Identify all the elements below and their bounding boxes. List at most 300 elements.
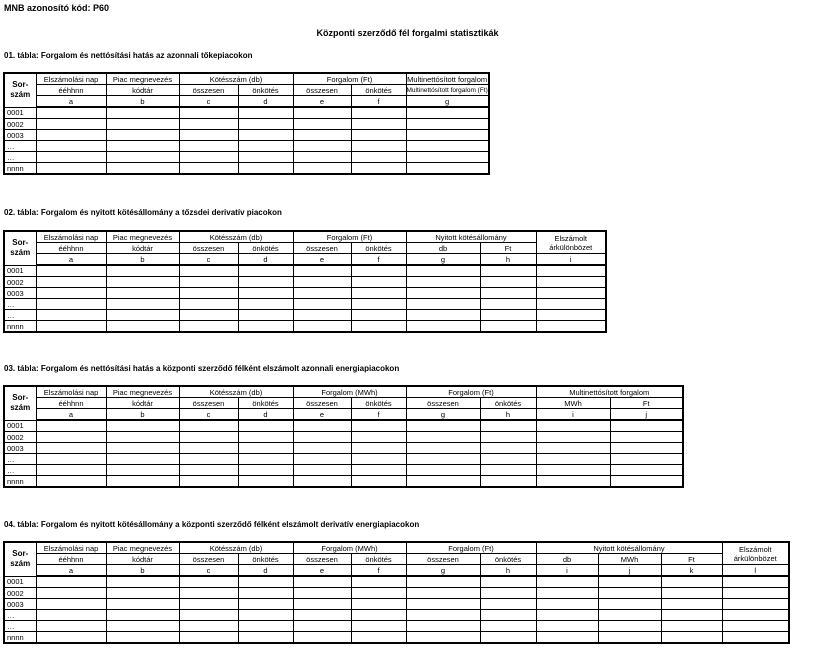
data-cell[interactable] [480,599,536,610]
data-cell[interactable] [480,310,536,321]
data-cell[interactable] [36,420,106,432]
row-label: 0001 [4,107,36,119]
settle-day-sub: ééhhnn [36,243,106,254]
data-cell[interactable] [179,265,238,277]
data-cell[interactable] [179,107,238,119]
data-cell[interactable] [36,299,106,310]
data-cell[interactable] [293,621,351,632]
data-cell[interactable] [36,119,106,130]
data-cell[interactable] [722,599,789,610]
row-label: 0002 [4,119,36,130]
deals-own: önkötés [238,398,293,409]
data-cell[interactable] [238,610,293,621]
row-label: nnnn [4,632,36,644]
turnover-ft-own: önkötés [480,554,536,565]
column-letter: a [36,565,106,577]
data-cell[interactable] [480,632,536,644]
data-cell[interactable] [293,310,351,321]
data-cell[interactable] [293,588,351,599]
table-row [4,621,789,632]
data-cell[interactable] [536,621,598,632]
data-cell[interactable] [36,610,106,621]
data-cell[interactable] [238,107,293,119]
table-row [4,476,683,488]
data-cell[interactable] [36,310,106,321]
data-cell[interactable] [36,476,106,488]
table-row [4,465,683,476]
row-label: 0002 [4,432,36,443]
data-cell[interactable] [179,163,238,175]
data-cell[interactable] [480,265,536,277]
data-cell[interactable] [179,152,238,163]
data-cell[interactable] [536,632,598,644]
data-cell[interactable] [351,130,406,141]
table-row [4,288,606,299]
data-cell[interactable] [406,599,480,610]
table-row [4,141,489,152]
data-cell[interactable] [406,632,480,644]
data-cell[interactable] [36,621,106,632]
data-cell[interactable] [179,576,238,588]
data-cell[interactable] [179,321,238,333]
column-letter: j [598,565,661,577]
deals-total: összesen [179,398,238,409]
data-cell[interactable] [106,277,179,288]
data-cell[interactable] [598,588,661,599]
data-cell[interactable] [480,432,536,443]
data-cell[interactable] [36,265,106,277]
data-cell[interactable] [238,443,293,454]
data-cell[interactable] [536,432,610,443]
data-cell[interactable] [36,321,106,333]
data-cell[interactable] [536,277,606,288]
data-cell[interactable] [106,621,179,632]
data-cell[interactable] [36,163,106,175]
data-cell[interactable] [480,420,536,432]
data-cell[interactable] [351,299,406,310]
open-pos-db: db [536,554,598,565]
data-cell[interactable] [351,465,406,476]
data-cell[interactable] [351,141,406,152]
deals-total: összesen [179,554,238,565]
data-cell[interactable] [36,432,106,443]
data-cell[interactable] [238,299,293,310]
turnover-mwh-own: önkötés [351,398,406,409]
data-cell[interactable] [106,454,179,465]
table-row [4,599,789,610]
table-row [4,321,606,333]
data-cell[interactable] [106,632,179,644]
data-cell[interactable] [480,299,536,310]
data-cell[interactable] [406,141,489,152]
settle-day-sub: ééhhnn [36,85,106,96]
data-cell[interactable] [480,476,536,488]
data-cell[interactable] [179,432,238,443]
data-cell[interactable] [293,476,351,488]
data-cell[interactable] [238,310,293,321]
table-row [4,119,489,130]
data-cell[interactable] [536,576,598,588]
data-cell[interactable] [179,454,238,465]
data-cell[interactable] [36,465,106,476]
data-cell[interactable] [351,621,406,632]
market-sub: kódtár [106,398,179,409]
data-cell[interactable] [179,465,238,476]
turnover-total: összesen [293,85,351,96]
data-cell[interactable] [106,420,179,432]
column-letter: j [610,409,683,421]
letter-row [4,96,489,108]
data-cell[interactable] [106,107,179,119]
row-label: … [4,621,36,632]
row-label: 0002 [4,277,36,288]
deals-own: önkötés [238,243,293,254]
column-letter: e [293,409,351,421]
data-cell[interactable] [106,130,179,141]
data-cell[interactable] [406,130,489,141]
data-cell[interactable] [536,588,598,599]
data-cell[interactable] [293,119,351,130]
settle-day-header: Elszámolási nap [36,386,106,398]
column-letter: c [179,565,238,577]
data-cell[interactable] [36,576,106,588]
data-cell[interactable] [36,454,106,465]
data-cell[interactable] [351,119,406,130]
data-cell[interactable] [480,465,536,476]
turnover-ft-own: önkötés [480,398,536,409]
data-cell[interactable] [238,476,293,488]
data-cell[interactable] [406,288,480,299]
data-cell[interactable] [661,588,722,599]
data-cell[interactable] [351,163,406,175]
data-cell[interactable] [536,599,598,610]
data-cell[interactable] [406,588,480,599]
data-cell[interactable] [238,576,293,588]
data-cell[interactable] [351,321,406,333]
data-cell[interactable] [406,265,480,277]
data-cell[interactable] [179,621,238,632]
data-cell[interactable] [179,443,238,454]
data-cell[interactable] [106,119,179,130]
data-cell[interactable] [106,599,179,610]
data-cell[interactable] [106,443,179,454]
data-cell[interactable] [293,599,351,610]
data-cell[interactable] [536,321,606,333]
data-cell[interactable] [293,454,351,465]
data-cell[interactable] [293,265,351,277]
data-cell[interactable] [36,130,106,141]
data-cell[interactable] [179,588,238,599]
data-cell[interactable] [722,610,789,621]
open-pos-ft: Ft [661,554,722,565]
data-cell[interactable] [351,454,406,465]
data-cell[interactable] [293,152,351,163]
data-cell[interactable] [661,632,722,644]
data-cell[interactable] [610,465,683,476]
data-cell[interactable] [238,321,293,333]
data-cell[interactable] [610,454,683,465]
turnover-mwh-header: Forgalom (MWh) [293,542,406,554]
data-cell[interactable] [293,299,351,310]
data-cell[interactable] [36,443,106,454]
table-row [4,310,606,321]
table-2 [3,230,607,333]
data-cell[interactable] [238,632,293,644]
data-cell[interactable] [406,107,489,119]
data-cell[interactable] [238,599,293,610]
data-cell[interactable] [106,476,179,488]
data-cell[interactable] [293,321,351,333]
data-cell[interactable] [536,465,610,476]
data-cell[interactable] [598,576,661,588]
data-cell[interactable] [293,443,351,454]
data-cell[interactable] [406,277,480,288]
data-cell[interactable] [36,107,106,119]
data-cell[interactable] [536,443,610,454]
row-label: … [4,299,36,310]
data-cell[interactable] [536,310,606,321]
data-cell[interactable] [293,277,351,288]
data-cell[interactable] [406,321,480,333]
data-cell[interactable] [536,610,598,621]
data-cell[interactable] [106,288,179,299]
data-cell[interactable] [106,310,179,321]
market-sub: kódtár [106,243,179,254]
data-cell[interactable] [480,621,536,632]
data-cell[interactable] [293,163,351,175]
data-cell[interactable] [293,130,351,141]
data-cell[interactable] [480,288,536,299]
settled-diff-header: Elszámolt árkülönbözet [722,542,789,565]
data-cell[interactable] [610,420,683,432]
data-cell[interactable] [610,432,683,443]
data-cell[interactable] [406,576,480,588]
data-cell[interactable] [480,576,536,588]
data-cell[interactable] [179,632,238,644]
turnover-mwh-total: összesen [293,554,351,565]
data-cell[interactable] [238,119,293,130]
column-letter: b [106,409,179,421]
data-cell[interactable] [106,432,179,443]
data-cell[interactable] [536,265,606,277]
data-cell[interactable] [722,588,789,599]
data-cell[interactable] [351,610,406,621]
data-cell[interactable] [406,310,480,321]
data-cell[interactable] [179,599,238,610]
data-cell[interactable] [661,576,722,588]
data-cell[interactable] [722,576,789,588]
deals-header: Kötésszám (db) [179,73,293,85]
market-header: Piac megnevezés [106,231,179,243]
data-cell[interactable] [106,465,179,476]
data-cell[interactable] [406,119,489,130]
data-cell[interactable] [293,420,351,432]
column-letter: d [238,565,293,577]
column-letter: g [406,565,480,577]
data-cell[interactable] [480,321,536,333]
data-cell[interactable] [36,277,106,288]
data-cell[interactable] [238,265,293,277]
data-cell[interactable] [406,610,480,621]
data-cell[interactable] [351,443,406,454]
data-cell[interactable] [661,621,722,632]
data-cell[interactable] [536,454,610,465]
data-cell[interactable] [179,476,238,488]
data-cell[interactable] [179,119,238,130]
open-pos-mwh: MWh [598,554,661,565]
data-cell[interactable] [293,107,351,119]
data-cell[interactable] [406,621,480,632]
data-cell[interactable] [480,588,536,599]
data-cell[interactable] [406,299,480,310]
data-cell[interactable] [406,476,480,488]
row-label: 0001 [4,265,36,277]
data-cell[interactable] [36,599,106,610]
data-cell[interactable] [406,465,480,476]
data-cell[interactable] [351,599,406,610]
data-cell[interactable] [406,163,489,175]
data-cell[interactable] [536,288,606,299]
data-cell[interactable] [179,130,238,141]
data-cell[interactable] [480,443,536,454]
data-cell[interactable] [598,632,661,644]
data-cell[interactable] [238,621,293,632]
data-cell[interactable] [536,420,610,432]
data-cell[interactable] [106,265,179,277]
data-cell[interactable] [179,277,238,288]
data-cell[interactable] [36,141,106,152]
data-cell[interactable] [406,420,480,432]
data-cell[interactable] [106,141,179,152]
row-label: … [4,454,36,465]
market-sub: kódtár [106,554,179,565]
data-cell[interactable] [480,277,536,288]
data-cell[interactable] [661,610,722,621]
data-cell[interactable] [238,432,293,443]
data-cell[interactable] [106,152,179,163]
data-cell[interactable] [106,321,179,333]
data-cell[interactable] [179,141,238,152]
data-cell[interactable] [106,299,179,310]
table-row [4,152,489,163]
data-cell[interactable] [351,310,406,321]
data-cell[interactable] [238,454,293,465]
data-cell[interactable] [351,288,406,299]
data-cell[interactable] [293,141,351,152]
data-cell[interactable] [610,476,683,488]
data-cell[interactable] [351,632,406,644]
settle-day-header: Elszámolási nap [36,73,106,85]
turnover-header: Forgalom (Ft) [293,231,406,243]
data-cell[interactable] [238,420,293,432]
data-cell[interactable] [293,432,351,443]
data-cell[interactable] [106,588,179,599]
data-cell[interactable] [351,432,406,443]
data-cell[interactable] [179,288,238,299]
column-letter: g [406,409,480,421]
data-cell[interactable] [351,107,406,119]
data-cell[interactable] [293,576,351,588]
data-cell[interactable] [36,632,106,644]
data-cell[interactable] [351,277,406,288]
data-cell[interactable] [179,310,238,321]
column-letter: b [106,565,179,577]
row-label: 0001 [4,576,36,588]
data-cell[interactable] [36,152,106,163]
row-label: 0002 [4,588,36,599]
data-cell[interactable] [238,152,293,163]
data-cell[interactable] [351,576,406,588]
data-cell[interactable] [351,588,406,599]
data-cell[interactable] [238,163,293,175]
turnover-mwh-total: összesen [293,398,351,409]
data-cell[interactable] [106,576,179,588]
letter-row [4,254,606,266]
data-cell[interactable] [293,632,351,644]
data-cell[interactable] [480,454,536,465]
data-cell[interactable] [406,454,480,465]
data-cell[interactable] [36,288,106,299]
data-cell[interactable] [106,163,179,175]
data-cell[interactable] [238,465,293,476]
open-pos-db: db [406,243,480,254]
table-row [4,277,606,288]
data-cell[interactable] [238,130,293,141]
row-label: … [4,310,36,321]
row-label: 0003 [4,288,36,299]
data-cell[interactable] [661,599,722,610]
data-cell[interactable] [598,621,661,632]
data-cell[interactable] [238,277,293,288]
column-letter: f [351,96,406,108]
data-cell[interactable] [293,288,351,299]
data-cell[interactable] [406,152,489,163]
data-cell[interactable] [598,599,661,610]
data-cell[interactable] [406,432,480,443]
row-label: nnnn [4,476,36,488]
data-cell[interactable] [536,299,606,310]
data-cell[interactable] [351,420,406,432]
data-cell[interactable] [480,610,536,621]
deals-header: Kötésszám (db) [179,231,293,243]
data-cell[interactable] [179,299,238,310]
data-cell[interactable] [722,621,789,632]
data-cell[interactable] [536,476,610,488]
data-cell[interactable] [179,420,238,432]
data-cell[interactable] [351,476,406,488]
data-cell[interactable] [106,610,179,621]
data-cell[interactable] [238,288,293,299]
data-cell[interactable] [406,443,480,454]
open-pos-header: Nyitott kötésállomány [406,231,536,243]
data-cell[interactable] [238,141,293,152]
market-sub: kódtár [106,85,179,96]
column-letter: h [480,565,536,577]
row-label: 0003 [4,130,36,141]
data-cell[interactable] [351,265,406,277]
data-cell[interactable] [238,588,293,599]
data-cell[interactable] [179,610,238,621]
data-cell[interactable] [293,465,351,476]
table-row [4,443,683,454]
deals-header: Kötésszám (db) [179,542,293,554]
data-cell[interactable] [722,632,789,644]
data-cell[interactable] [293,610,351,621]
data-cell[interactable] [36,588,106,599]
data-cell[interactable] [351,152,406,163]
data-cell[interactable] [610,443,683,454]
data-cell[interactable] [598,610,661,621]
